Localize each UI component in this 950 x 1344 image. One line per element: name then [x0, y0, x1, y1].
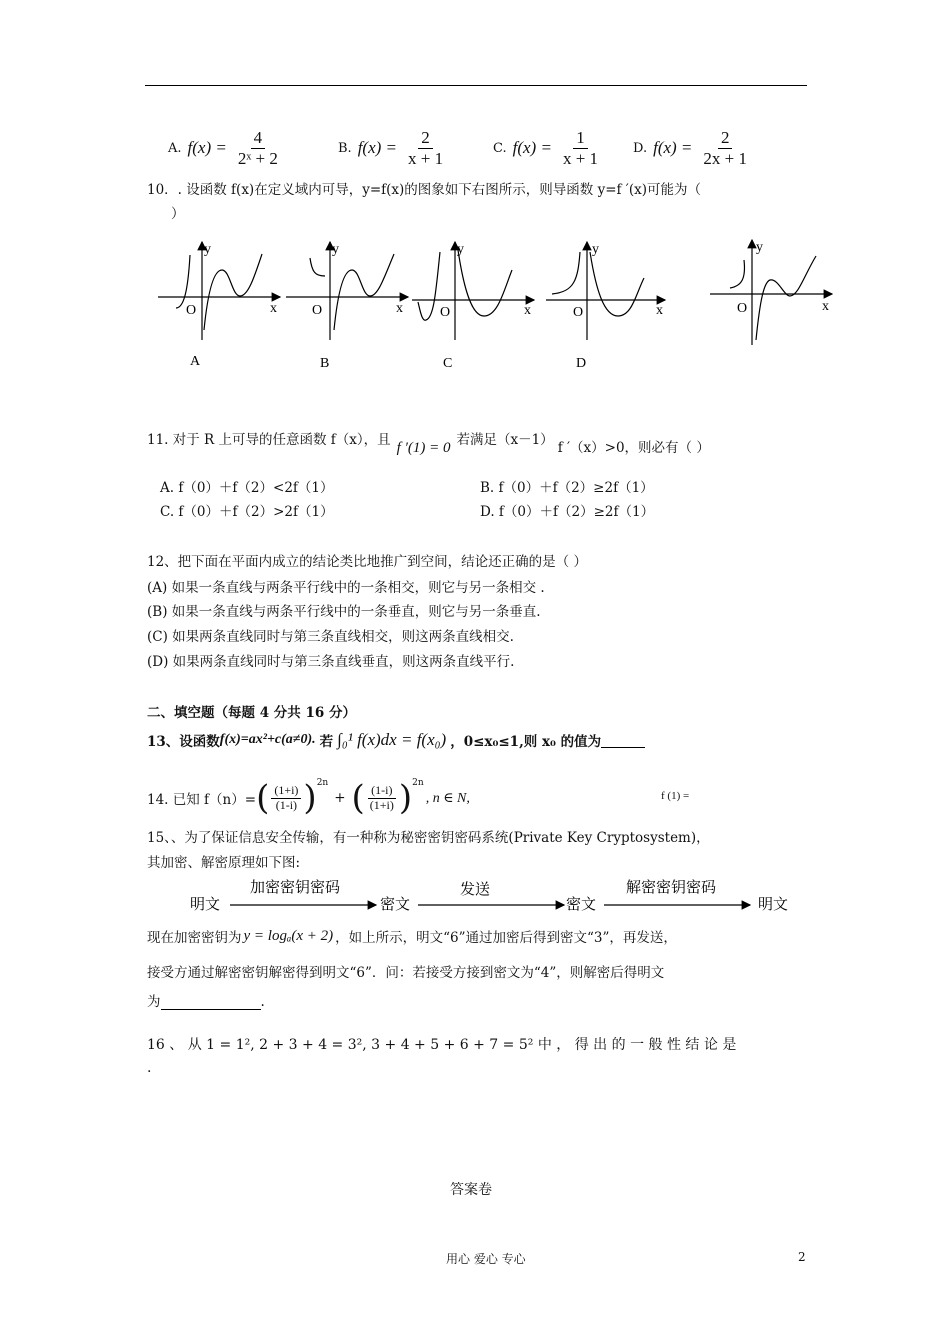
q16-dot: . [147, 1060, 152, 1076]
graph-c [412, 242, 534, 371]
graph-c-origin: O [440, 305, 451, 320]
q11-formula: f ′(1) = 0 [396, 439, 451, 456]
q12-option-b: (B) 如果一条直线与两条平行线中的一条垂直，则它与另一条垂直. [147, 604, 541, 620]
graph-d [546, 242, 665, 371]
q12-option-c: (C) 如果两条直线同时与第三条直线相交，则这两条直线相交. [147, 629, 514, 645]
q12-option-a: (A) 如果一条直线与两条平行线中的一条相交，则它与另一条相交 . [147, 580, 545, 596]
graph-c-x-label: x [524, 303, 531, 318]
q13-integral: ∫₀¹ f(x)dx = f(x₀) [337, 730, 447, 749]
graph-d-y-label: y [592, 242, 599, 257]
page-number: 2 [798, 1250, 806, 1264]
graph-d-letter: D [576, 356, 587, 371]
graph-a-y-label: y [204, 242, 211, 257]
answer-title: 答案卷 [450, 1182, 492, 1198]
q14-plus: + [334, 790, 346, 806]
q16-stem: 16 、 从 1 = 1², 2 + 3 + 4 = 3², 3 + 4 + 5 + 6 + 7 = 5² 中 ， 得 出 的 一 般 性 结 论 是 [147, 1037, 737, 1053]
q9-option-d: D. f(x) = $\frac{2}{2x + 1}$ [633, 128, 747, 168]
flow-node-1: 明文 [190, 897, 221, 913]
graph-b-origin: O [312, 303, 323, 318]
graph-main-x-label: x [822, 299, 829, 314]
graph-b-letter: B [320, 356, 330, 371]
q12-option-d: (D) 如果两条直线同时与第三条直线垂直，则这两条直线平行. [147, 654, 515, 670]
q14-stem: 14. 已知 f（n）= ( $\frac{(1+i)}{(1-i)}$ ) $^{2n}$ + ( $\frac{(1-i)}{(1+i)}$ ) $^{2n}$ , n ∈ N, [147, 778, 470, 818]
q12-stem: 12、把下面在平面内成立的结论类比地推广到空间，结论还正确的是（ ） [147, 554, 587, 570]
flow-label-2: 发送 [460, 882, 491, 898]
q13-stem: 13、设函数 f(x)=ax²+c(a≠0). 若 ∫₀¹ f(x)dx = f(x₀) ，0≤x₀≤1,则 x₀ 的值为 [147, 730, 645, 750]
q15-blank [161, 995, 261, 1010]
flow-label-3: 解密密钥密码 [626, 880, 717, 896]
flow-node-4: 明文 [758, 897, 789, 913]
graph-main-y-label: y [756, 240, 763, 255]
graph-d-origin: O [573, 305, 584, 320]
graph-a-origin: O [186, 303, 197, 318]
graph-b-x-label: x [396, 301, 403, 316]
q15-line1: 15、、为了保证信息安全传输，有一种称为秘密密钥密码系统(Private Key Cryptosystem)， [147, 830, 710, 846]
q9-option-a: A. f(x) = $\frac{4}{\text{2ˣ + 2}}$ [168, 128, 278, 168]
graph-d-x-label: x [656, 303, 663, 318]
q11-option-a: A. f（0）＋f（2）<2f（1） [160, 480, 334, 496]
section-title: 二、填空题（每题 4 分共 16 分） [147, 705, 356, 721]
q15-line3: 现在加密密钥为 y = logₐ(x + 2) ，如上所示，明文“6”通过加密后得到密文“3”，再发送， [147, 927, 677, 946]
q9-option-c: C. f(x) = $\frac{1}{x + 1}$ [493, 128, 599, 168]
q15-line4: 接受方通过解密密钥解密得到明文“6”．问：若接受方接到密文为“4”，则解密后得明文 [147, 965, 665, 981]
q10-graphs [150, 230, 840, 380]
q15-line5: 为 . [147, 994, 265, 1010]
q15-line2: 其加密、解密原理如下图: [147, 855, 301, 871]
graph-c-letter: C [443, 356, 453, 371]
graph-c-y-label: y [457, 242, 464, 257]
flow-node-2: 密文 [380, 897, 411, 913]
q11-option-b: B. f（0）＋f（2）≥2f（1） [480, 480, 654, 496]
graph-main-origin: O [737, 301, 748, 316]
q13-blank [601, 733, 645, 748]
q14-paren-left-1: ( [256, 778, 270, 818]
graph-main [710, 240, 832, 345]
q15-flow-diagram [180, 874, 810, 924]
q9-option-b: B. f(x) = $\frac{2}{x + 1}$ [338, 128, 444, 168]
graph-a [158, 242, 280, 369]
q11-stem: 11. 对于 R 上可导的任意函数 f（x），且 f ′(1) = 0 若满足（x－1） f ′（x）>0，则必有（ ） [147, 432, 710, 456]
graph-b-y-label: y [332, 242, 339, 257]
footer-text: 用心 爱心 专心 [446, 1252, 526, 1266]
graph-a-x-label: x [270, 301, 277, 316]
q10-stem: 10．. 设函数 f(x)在定义域内可导，y=f(x)的图象如下右图所示，则导函数 y=f ′(x)可能为（ [147, 182, 702, 198]
q14-ask: f (1) = [661, 790, 690, 802]
flow-label-1: 加密密钥密码 [250, 880, 341, 896]
flow-node-3: 密文 [566, 897, 597, 913]
graph-a-letter: A [190, 354, 201, 369]
header-rule [145, 85, 807, 86]
q11-option-c: C. f（0）＋f（2）>2f（1） [160, 504, 334, 520]
q10-stem-close: ） [171, 206, 185, 222]
q11-option-d: D. f（0）＋f（2）≥2f（1） [480, 504, 655, 520]
q14-paren-right-2: ) [398, 778, 413, 818]
q14-paren-left-2: ( [351, 778, 365, 818]
graph-b [286, 242, 408, 371]
q14-paren-right-1: ) [303, 778, 317, 818]
